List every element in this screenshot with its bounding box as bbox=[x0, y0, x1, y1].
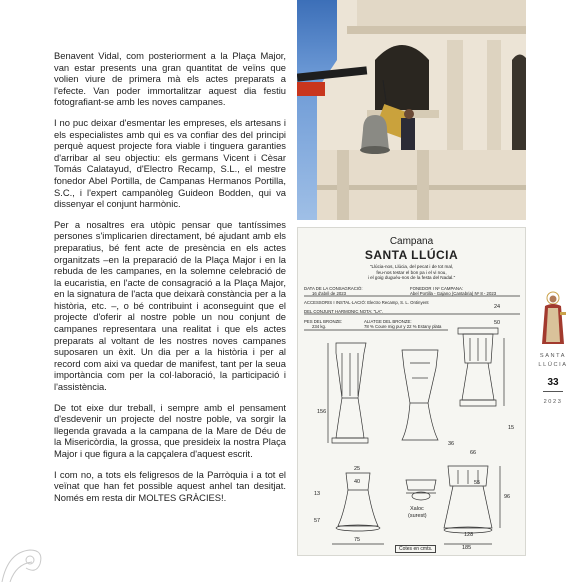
page-sidebar bbox=[533, 290, 573, 405]
bell-technical-sheet bbox=[297, 227, 526, 556]
dim-185: 185 bbox=[462, 545, 472, 551]
pes-value: 234 kg. bbox=[312, 324, 327, 329]
dim-13: 13 bbox=[314, 491, 321, 497]
saint-lucia-figure bbox=[536, 290, 570, 346]
dim-128: 128 bbox=[464, 532, 474, 538]
sidebar-label-line1: SANTA bbox=[539, 353, 567, 359]
fonedor-value: Abel Portilla - Gajano (Cantabria) Nº 8 - 2023 bbox=[410, 291, 497, 296]
cotes-note: Cotes en cmts. bbox=[395, 545, 436, 553]
dim-50: 50 bbox=[494, 320, 501, 326]
dim-24: 24 bbox=[494, 304, 501, 310]
dim-66: 66 bbox=[470, 450, 477, 456]
dim-40: 40 bbox=[354, 479, 361, 485]
page-number: 33 bbox=[547, 377, 559, 388]
dim-57: 57 bbox=[314, 518, 321, 524]
bell-name: SANTA LLÚCIA bbox=[364, 248, 459, 262]
fonedor-label: FONEDOR I Nº CAMPANA: bbox=[410, 286, 464, 291]
consagracio-value: 16 d'abril de 2023 bbox=[312, 291, 347, 296]
article-text-column bbox=[54, 50, 286, 512]
dim-156: 156 bbox=[317, 409, 327, 415]
accessoris: ACCESSORIS I INSTAL·LACIÓ: Electro Recamp, S. L. Ontinyent bbox=[304, 300, 429, 305]
dim-15: 15 bbox=[508, 425, 515, 431]
paragraph: I no puc deixar d'esmentar les empreses, els artesans i els especialistes amb qui es va confiar des del principi perquè aquest projecte fora viable i tinguera garanties d'arribar al seu objectiu: els germans Vicent i Cèsar Tomás Calatayud, d'Electro Recamp, S.L., el mestre fonedor Abel Portilla, de Campanas Hermanos Portilla, S.C., i l'expert campanòleg Guideon Bodden, qui va dissenyar el conjunt harmònic. bbox=[54, 116, 286, 210]
xaloc-label: Xaloc bbox=[410, 506, 424, 512]
sidebar-label-line2: LLÚCIA bbox=[538, 362, 568, 368]
paragraph: Benavent Vidal, com posteriorment a la Plaça Major, van estar presents una gran quantitat de veïns que volien viure de primera mà els actes preparats a l'efecte. Van poder immortalitzar aquest dia festiu fotografiant-se amb les noves campanes. bbox=[54, 50, 286, 108]
harmonic-note: DEL CONJUNT HARMONIC NOTA: "LA". bbox=[304, 309, 384, 314]
dim-36: 36 bbox=[448, 441, 455, 447]
paragraph: Per a nosaltres era utòpic pensar que tantíssimes persones s'implicarien directament, bé ajudant amb els preparatius, bé fent acte de presència en els actes organitzats –en la preparació de la Plaça Major i en la rebuda de les campanes, en la solemne celebració de la eucaristia, en l'acte de consagració a la Plaça Major, en la signatura de l'acta que deixarà constància per a la història, etc. –, o bé contribuint i aconseguint que el projecte d'oferir al nostre poble un nou conjunt de campanes representara una realitat i que els actes preparats al voltant de les nostres noves campanes suposaren un èxit. Un dia per a la història i per al record com aixi va quedar de manifest, tant per la seua importància com per la col·laboració, la participació i l'assistència. bbox=[54, 218, 286, 393]
corner-ornament bbox=[0, 532, 60, 582]
xaloc-sub: (surest) bbox=[408, 513, 427, 519]
paragraph: I com no, a tots els feligresos de la Parròquia i a tot el veïnat que han fet possible aquest anhel tan desitjat. Només em resta dir MOLTES GRÀCIES!. bbox=[54, 468, 286, 503]
consagracio-label: DATA DE LA CONSAGRACIÓ: bbox=[304, 286, 363, 291]
dim-55: 55 bbox=[474, 480, 481, 486]
bell-inscription: "Llúcia-nos, Llúcia, del pecat i de tot mal, feu-nos testar el bon pa i el vi nou, i el goig duguéu-nos de la festa del Nadal." bbox=[367, 264, 456, 281]
aliatge-value: 78 % Coure mig pur y 22 % Estany plata bbox=[364, 324, 442, 329]
bell-tower-photo bbox=[297, 0, 526, 220]
sheet-title: Campana bbox=[389, 236, 434, 247]
dim-75: 75 bbox=[354, 537, 361, 543]
pes-label: PES DEL BRONZE: bbox=[304, 319, 343, 324]
aliatge-label: ALIATGE DEL BRONZE: bbox=[364, 319, 412, 324]
dim-96: 96 bbox=[504, 494, 511, 500]
dim-25: 25 bbox=[354, 466, 361, 472]
page-year: 2023 bbox=[543, 399, 563, 405]
bell-tower-illustration bbox=[297, 0, 526, 220]
divider bbox=[543, 391, 563, 392]
paragraph: De tot eixe dur treball, i sempre amb el pensament d'esdevenir un projecte del nostre poble, va sorgir la llegenda gravada a la campana de la Mare de Déu de la Misericòrdia, la grossa, que presideix la nostra Plaça Major i que figura a la capçalera d'aquest escrit. bbox=[54, 401, 286, 459]
